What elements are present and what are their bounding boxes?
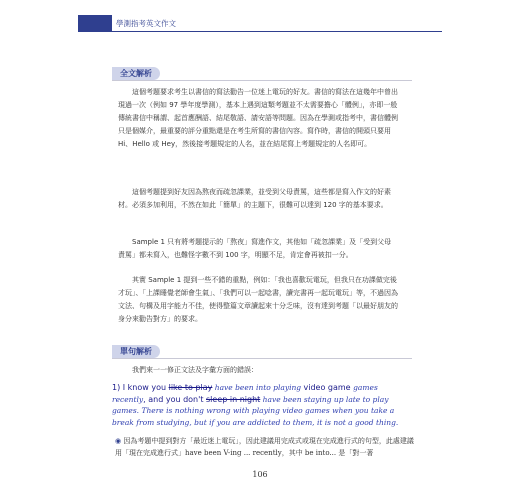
sentence-text: , and you don't	[143, 394, 206, 404]
page-number: 106	[252, 470, 268, 479]
section-tab-full-analysis: 全文解析	[112, 67, 160, 80]
handwritten-correction: have been into playing	[212, 383, 304, 392]
sentence-text: video game	[303, 383, 354, 392]
section-tab-sentence-analysis: 單句解析	[112, 345, 160, 358]
bullet-icon: ◉	[115, 437, 122, 445]
explanation-note	[115, 436, 415, 459]
paragraph-4: 其實 Sample 1 提到一些不錯的重點，例如：「我也喜歡玩電玩，但我只在功課做完後才玩」、「上課睡覺老師會生氣」、「我們可以一起唸書，讀完書再一起玩電玩」等，不過因為文法、句構及用字能力不佳，使得整篇文章讀起來十分乏味，沒有達到考題「以最好朋友的身分來勸告對方」的要求。	[118, 276, 398, 323]
paragraph-2: 這個考題提到好友因為熬夜而疏忽課業，並受到父母責罵，這些都是寫入作文的好素材。必須多加利用，不然在如此「簡單」的主題下，很難可以達到 120 字的基本要求。	[118, 188, 391, 209]
sentence-intro: 我們來一一修正文法及字彙方面的錯誤：	[132, 366, 258, 374]
paragraph-3: Sample 1 只有將考題提示的「熬夜」寫進作文，其他如「疏忽課業」及「受到父母責罵」都未寫入，也難怪字數不到 100 字，明顯不足，肯定會再被扣一分。	[118, 238, 392, 259]
struck-text: sleep in night	[206, 394, 261, 404]
paragraph-1: 這個考題要求考生以書信的寫法勸告一位迷上電玩的好友。書信的寫法在這幾年中曾出現過一次（例如 97 學年度學測），基本上遇到這類考題並不太需要擔心「體例」，亦即一般傳統書信中稱謂、起首應酬語、結尾敬語、請安語等問題。因為在學測或指考中，書信體例只是個媒介，最重要的評分重點還是在考生所寫的書信內容。寫作時，書信的開頭只要用 Hi、Hello 或 Hey，然後接考題規定的人名，並在結尾寫上考題規定的人名即可。	[118, 88, 398, 148]
sentence-correction-1	[112, 382, 412, 428]
struck-text: like to play	[168, 383, 213, 392]
note-text: 因為考題中提到對方「最近迷上電玩」，因此建議用完成式或現在完成進行式的句型，此處建議用「現在完成進行式」have been V-ing ... recently，其中 be into... 是「對一著	[115, 437, 414, 457]
handwritten-correction: have been staying up late to play games. There is nothing wrong with playing video games when you take a break from studying, but if you are addicted to them, it is not a good thing.	[112, 394, 399, 427]
section-divider	[112, 358, 412, 359]
header-divider	[112, 31, 442, 32]
header-color-block	[78, 15, 112, 32]
header-title: 學測指考英文作文	[116, 19, 176, 28]
sentence-number: 1)	[112, 383, 121, 392]
sentence-text: I know you	[122, 383, 169, 392]
handwritten-correction: games recently	[112, 383, 378, 404]
section-divider	[112, 80, 412, 81]
